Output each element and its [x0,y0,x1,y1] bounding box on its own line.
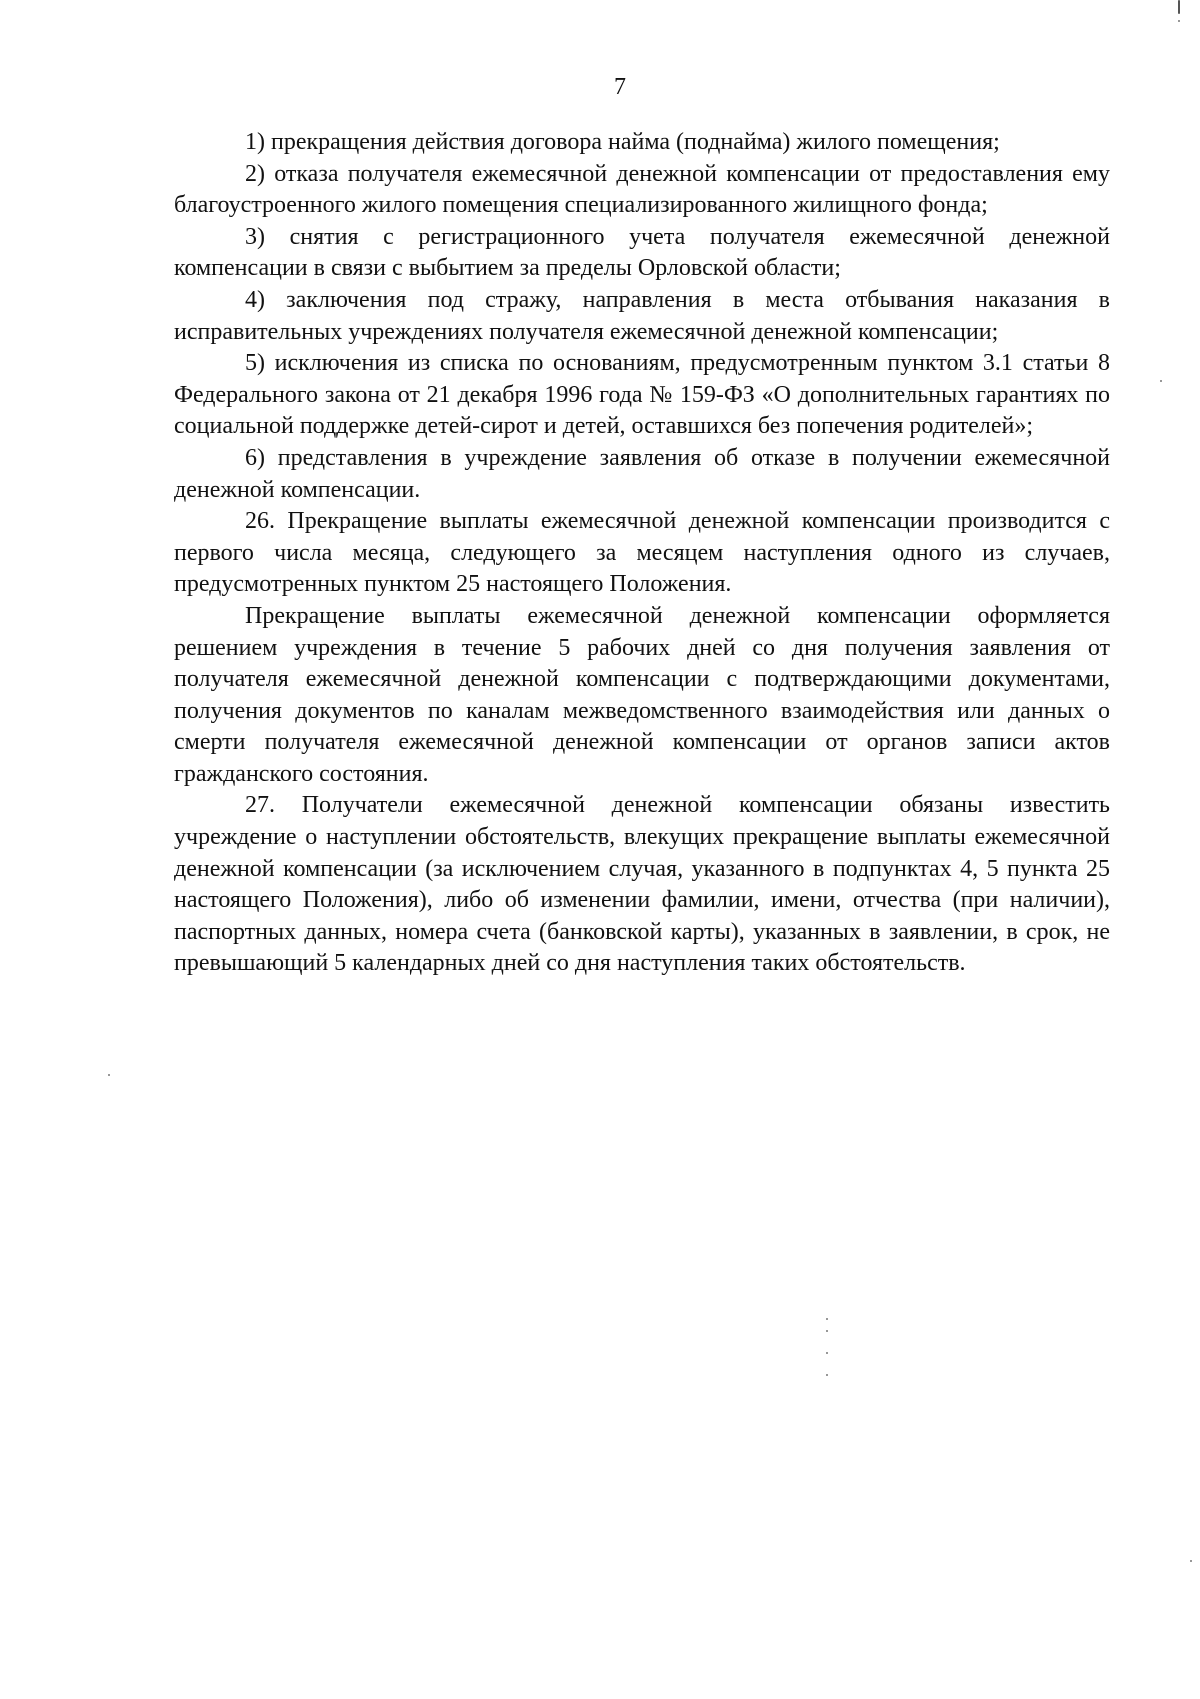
paragraph-clause-27: 27. Получатели ежемесячной денежной компенсации обязаны известить учреждение о наступлении обстоятельств, влекущих прекращение выплаты ежемесячной денежной компенсации (за исключением случая, указанного в подпунктах 4, 5 пункта 25 настоящего Положения), либо об изменении фамилии, имени, отчества (при наличии), паспортных данных, номера счета (банковской карты), указанных в заявлении, в срок, не превышающий 5 календарных дней со дня наступления таких обстоятельств. [174,792,1110,977]
paragraph-clause-26-continuation: Прекращение выплаты ежемесячной денежной компенсации оформляется решением учреждения в течение 5 рабочих дней со дня получения заявления от получателя ежемесячной денежной компенсации с подтверждающими документами, получения документов по каналам межведомственного взаимодействия или данных о смерти получателя ежемесячной денежной компенсации от органов записи актов гражданского состояния. [174,602,1110,787]
scan-speck [1178,0,1180,14]
scan-speck [1178,20,1180,22]
scan-speck [826,1352,828,1354]
paragraph-item-5: 5) исключения из списка по основаниям, предусмотренным пунктом 3.1 статьи 8 Федерального закона от 21 декабря 1996 года № 159-ФЗ «О дополнительных гарантиях по социальной поддержке детей-сирот и детей, оставшихся без попечения родителей»; [174,350,1110,440]
paragraph-item-3: 3) снятия с регистрационного учета получателя ежемесячной денежной компенсации в связи с выбытием за пределы Орловской области; [174,223,1110,282]
paragraph-item-4: 4) заключения под стражу, направления в места отбывания наказания в исправительных учреждениях получателя ежемесячной денежной компенсации; [174,286,1110,345]
scan-speck [1160,380,1162,382]
scan-speck [108,1074,110,1076]
scan-speck [1190,1560,1192,1562]
scan-speck [826,1374,828,1376]
scan-speck [826,1330,828,1332]
paragraph-item-6: 6) представления в учреждение заявления об отказе в получении ежемесячной денежной компенсации. [174,444,1110,503]
paragraph-clause-26: 26. Прекращение выплаты ежемесячной денежной компенсации производится с первого числа месяца, следующего за месяцем наступления одного из случаев, предусмотренных пунктом 25 настоящего Положения. [174,508,1110,598]
paragraph-item-2: 2) отказа получателя ежемесячной денежной компенсации от предоставления ему благоустроенного жилого помещения специализированного жилищного фонда; [174,160,1110,219]
document-body [174,127,1110,980]
paragraph-item-1: 1) прекращения действия договора найма (поднайма) жилого помещения; [245,129,1000,155]
page-number: 7 [614,74,626,100]
scan-speck [826,1318,828,1320]
